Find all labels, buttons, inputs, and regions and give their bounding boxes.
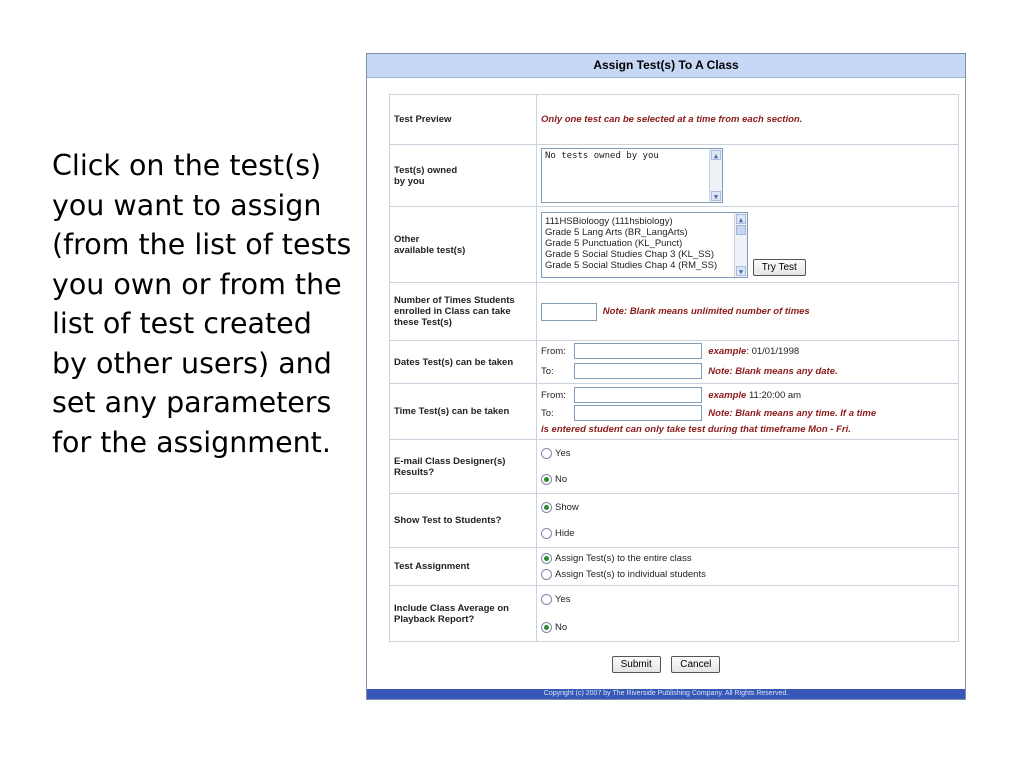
email-results-label: E-mail Class Designer(s) Results? — [390, 440, 537, 494]
cancel-button[interactable]: Cancel — [671, 656, 720, 673]
other-tests-list[interactable] — [541, 212, 748, 278]
dates-label: Dates Test(s) can be taken — [390, 341, 537, 384]
assign-test-panel — [366, 53, 966, 700]
panel-title: Assign Test(s) To A Class — [367, 54, 965, 78]
row-show-test: Show Test to Students? Show Hide — [390, 494, 959, 548]
date-from-input[interactable] — [574, 343, 702, 359]
other-tests-items — [542, 216, 747, 271]
row-test-preview — [390, 95, 959, 145]
copyright-footer: Copyright (c) 2007 by The Riverside Publishing Company. All Rights Reserved. — [367, 689, 965, 699]
other-test-option[interactable]: Grade 5 Lang Arts (BR_LangArts) — [545, 226, 688, 238]
average-yes-radio[interactable] — [541, 594, 552, 605]
number-of-times-label: Number of Times Students enrolled in Class can take these Test(s) — [390, 283, 537, 341]
scroll-down-icon[interactable]: ▼ — [711, 191, 721, 201]
other-tests-scrollbar[interactable] — [734, 213, 747, 277]
row-test-assignment: Test Assignment Assign Test(s) to the entire class Assign Test(s) to individual students — [390, 548, 959, 586]
scroll-thumb[interactable] — [736, 225, 746, 235]
other-test-option[interactable]: 111HSBioloogy (111hsbiology) — [545, 215, 673, 227]
time-label: Time Test(s) can be taken — [390, 384, 537, 440]
row-email-results: E-mail Class Designer(s) Results? Yes No — [390, 440, 959, 494]
form-buttons — [367, 654, 965, 673]
other-test-option[interactable]: Grade 5 Social Studies Chap 4 (RM_SS) — [545, 259, 718, 271]
scroll-down-icon[interactable]: ▼ — [736, 266, 746, 276]
date-note: Note: Blank means any date. — [708, 366, 838, 377]
test-assignment-label: Test Assignment — [390, 548, 537, 586]
date-to-input[interactable] — [574, 363, 702, 379]
scroll-up-icon[interactable]: ▲ — [711, 150, 721, 160]
owned-tests-scrollbar[interactable] — [709, 149, 722, 202]
time-note-1: Note: Blank means any time. If a time — [708, 407, 877, 419]
assign-individual-radio[interactable] — [541, 569, 552, 580]
scroll-up-icon[interactable]: ▲ — [736, 214, 746, 224]
assign-entire-class-radio[interactable] — [541, 553, 552, 564]
slide-caption: Click on the test(s) you want to assign (from the list of tests you own or from the list of test created by other users) and set any parameters for the assignment. — [52, 149, 352, 459]
other-test-option[interactable]: Grade 5 Social Studies Chap 3 (KL_SS) — [545, 248, 714, 260]
row-other-tests — [390, 207, 959, 283]
hide-radio[interactable] — [541, 528, 552, 539]
average-no-radio[interactable] — [541, 622, 552, 633]
owned-tests-label: Test(s) owned by you — [390, 145, 537, 207]
time-example: example 11:20:00 am — [708, 389, 802, 401]
submit-button[interactable]: Submit — [612, 656, 661, 673]
number-of-times-input[interactable] — [541, 303, 597, 321]
assign-form — [389, 94, 959, 642]
number-of-times-note: Note: Blank means unlimited number of times — [602, 306, 810, 318]
row-owned-tests — [390, 145, 959, 207]
time-note-2: is entered student can only take test during that timeframe Mon - Fri. — [541, 423, 851, 435]
show-radio[interactable] — [541, 502, 552, 513]
try-test-button[interactable]: Try Test — [753, 259, 806, 276]
include-average-label: Include Class Average on Playback Report? — [390, 586, 537, 642]
show-test-label: Show Test to Students? — [390, 494, 537, 548]
other-tests-label: Other available test(s) — [390, 207, 537, 283]
row-include-average: Include Class Average on Playback Report? Yes No — [390, 586, 959, 642]
test-preview-label: Test Preview — [390, 95, 537, 145]
other-test-option[interactable]: Grade 5 Punctuation (KL_Punct) — [545, 237, 683, 249]
row-time: Time Test(s) can be taken From: example 11:20:00 am To: Note: Blank means any time. If a time is entered student can only take test during that timeframe Mon - Fri. — [390, 384, 959, 440]
time-to-input[interactable] — [574, 405, 702, 421]
test-preview-note: Only one test can be selected at a time from each section. — [541, 114, 803, 125]
date-example: example: 01/01/1998 — [708, 346, 800, 357]
row-number-of-times — [390, 283, 959, 341]
time-from-input[interactable] — [574, 387, 702, 403]
owned-tests-textarea[interactable]: No tests owned by you ▲ ▼ — [541, 148, 723, 203]
email-no-radio[interactable] — [541, 474, 552, 485]
row-dates: Dates Test(s) can be taken From: example: 01/01/1998 To: Note: Blank means any date. — [390, 341, 959, 384]
email-yes-radio[interactable] — [541, 448, 552, 459]
